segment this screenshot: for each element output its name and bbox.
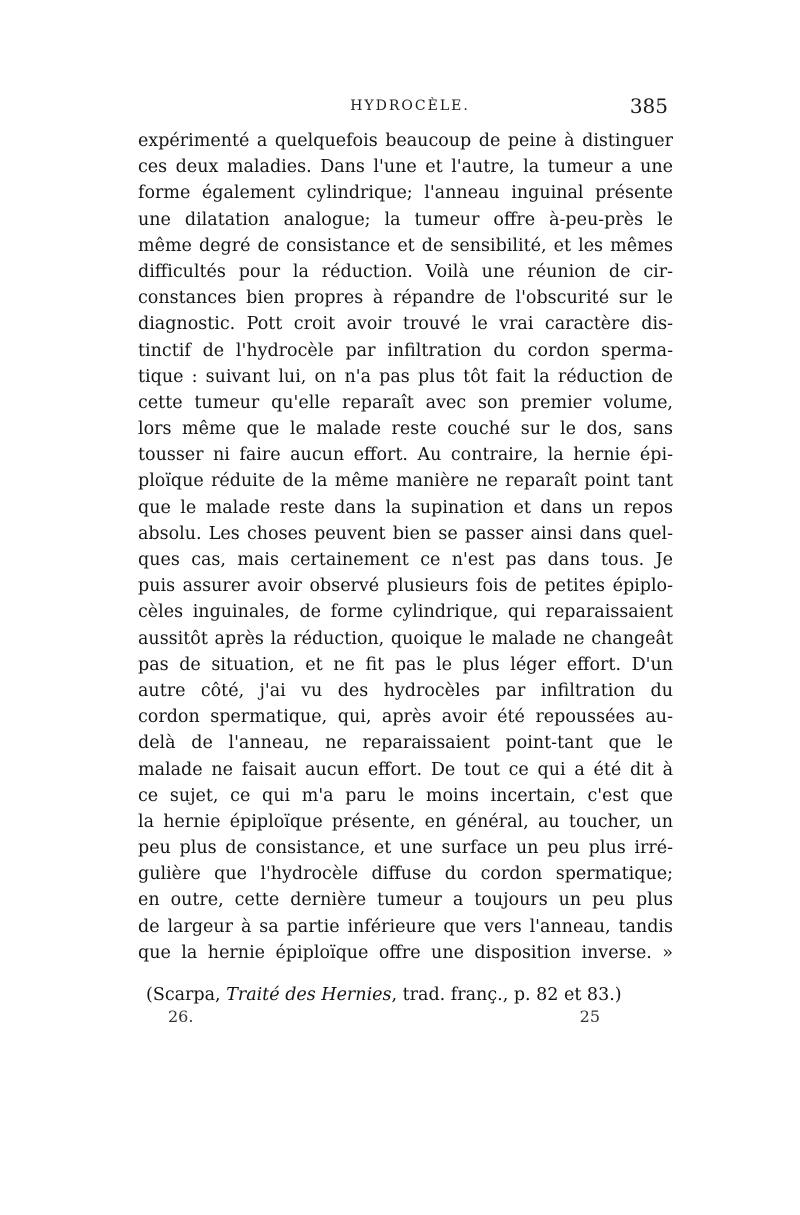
text-line: lors même que le malade reste couché sur le dos, sans bbox=[138, 419, 673, 440]
text-line: même degré de consistance et de sensibilité, et les mêmes bbox=[138, 235, 673, 256]
text-line: ploïque réduite de la même manière ne reparaît point tant bbox=[138, 471, 673, 492]
page-header bbox=[140, 94, 680, 124]
text-line: pas de situation, et ne fit pas le plus léger effort. D'un bbox=[138, 654, 673, 675]
text-line: ces deux maladies. Dans l'une et l'autre, la tumeur a une bbox=[138, 157, 673, 178]
text-line: tique : suivant lui, on n'a pas plus tôt fait la réduction de bbox=[138, 366, 673, 387]
citation-rest: , trad. franç., p. 82 et 83.) bbox=[391, 985, 622, 1005]
text-line: que la hernie épiploïque offre une disposition inverse. » bbox=[138, 942, 673, 963]
text-line: autre côté, j'ai vu des hydrocèles par infiltration du bbox=[138, 680, 673, 701]
text-line: constances bien propres à répandre de l'obscurité sur le bbox=[138, 288, 673, 309]
text-line: expérimenté a quelquefois beaucoup de peine à distinguer bbox=[138, 131, 673, 151]
text-line: la hernie épiploïque présente, en général, au toucher, un bbox=[138, 811, 673, 832]
text-line: gulière que l'hydrocèle diffuse du cordon spermatique; bbox=[138, 864, 673, 885]
citation-title: Traité des Hernies bbox=[226, 985, 392, 1005]
signature-mark-right: 25 bbox=[579, 1007, 600, 1026]
text-line: puis assurer avoir observé plusieurs fois de petites épiplo- bbox=[138, 576, 673, 597]
text-line: de largeur à sa partie inférieure que vers l'anneau, tandis bbox=[138, 916, 673, 937]
citation bbox=[146, 982, 676, 1008]
text-line: cèles inguinales, de forme cylindrique, qui reparaissaient bbox=[138, 602, 673, 623]
text-line: malade ne faisait aucun effort. De tout ce qui a été dit à bbox=[138, 759, 673, 780]
signature-marks bbox=[160, 1007, 600, 1029]
text-line: une dilatation analogue; la tumeur offre à-peu-près le bbox=[138, 209, 673, 230]
citation-open: (Scarpa, bbox=[146, 985, 227, 1005]
text-line: cette tumeur qu'elle reparaît avec son premier volume, bbox=[138, 392, 673, 413]
page-number: 385 bbox=[629, 94, 668, 118]
text-line: ce sujet, ce qui m'a paru le moins incertain, c'est que bbox=[138, 785, 673, 806]
text-line: delà de l'anneau, ne reparaissaient point-tant que le bbox=[138, 733, 673, 754]
text-line: en outre, cette dernière tumeur a toujours un peu plus bbox=[138, 890, 673, 911]
text-line: ques cas, mais certainement ce n'est pas dans tous. Je bbox=[138, 550, 673, 570]
signature-mark-left: 26. bbox=[168, 1007, 194, 1026]
text-line: diagnostic. Pott croit avoir trouvé le vrai caractère dis- bbox=[138, 314, 673, 335]
text-line: tinctif de l'hydrocèle par infiltration du cordon sperma- bbox=[138, 340, 673, 361]
text-line: que le malade reste dans la supination et dans un repos bbox=[138, 497, 673, 518]
running-head: HYDROCÈLE. bbox=[350, 98, 470, 114]
text-line: aussitôt après la réduction, quoique le malade ne changeât bbox=[138, 628, 673, 649]
text-line: absolu. Les choses peuvent bien se passer ainsi dans quel- bbox=[138, 523, 673, 544]
text-line: cordon spermatique, qui, après avoir été repoussées au- bbox=[138, 707, 673, 728]
text-line: tousser ni faire aucun effort. Au contraire, la hernie épi- bbox=[138, 445, 673, 466]
text-line: peu plus de consistance, et une surface un peu plus irré- bbox=[138, 838, 673, 859]
text-line: forme également cylindrique; l'anneau inguinal présente bbox=[138, 183, 673, 204]
text-line: difficultés pour la réduction. Voilà une réunion de cir- bbox=[138, 261, 673, 282]
body-paragraph bbox=[138, 128, 673, 966]
